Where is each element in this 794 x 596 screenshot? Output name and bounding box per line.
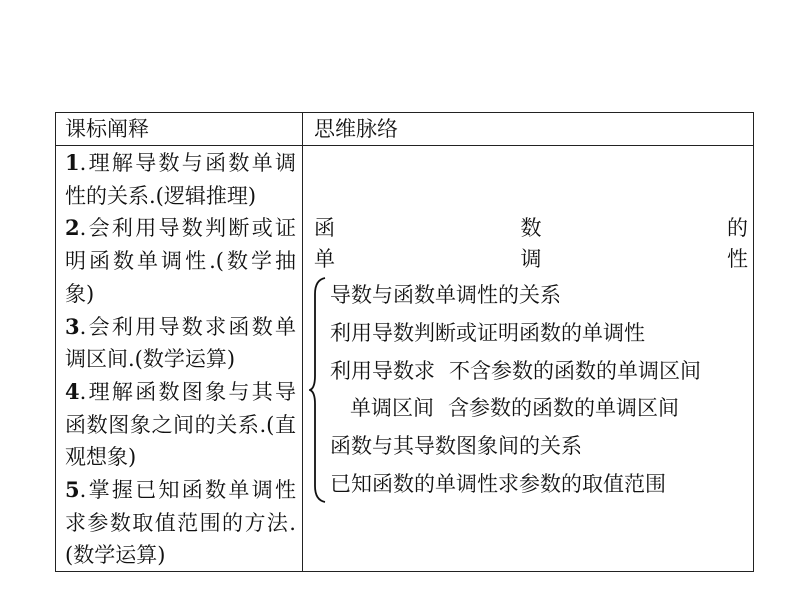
standards-column xyxy=(56,146,302,572)
topic-char: 调 xyxy=(520,247,542,271)
branch-item: 利用导数判断或证明函数的单调性 xyxy=(330,320,645,345)
standard-item-4 xyxy=(65,376,296,474)
standard-text: .会利用导数判断或证明函数单调性.(数学抽象) xyxy=(65,216,296,306)
branch-label: 利用导数求 xyxy=(330,358,435,383)
branch-item-with-sub xyxy=(330,353,750,391)
standard-text: .理解函数图象与其导函数图象之间的关系.(直观想象) xyxy=(65,379,296,470)
sub-branch-item: 不含参数的函数的单调区间 xyxy=(449,358,701,383)
topic-char: 性 xyxy=(727,247,748,271)
standard-number: 5 xyxy=(65,477,80,503)
mindmap-topic xyxy=(314,213,748,275)
table-header-row xyxy=(56,113,753,146)
standard-text: .理解导数与函数单调性的关系.(逻辑推理) xyxy=(65,151,296,208)
standard-number: 3 xyxy=(65,313,80,339)
column-divider xyxy=(302,113,303,571)
topic-line-1 xyxy=(314,213,748,244)
branch-item: 已知函数的单调性求参数的取值范围 xyxy=(330,471,666,496)
sub-branch-row xyxy=(330,390,750,428)
branch-item: 函数与其导数图象间的关系 xyxy=(330,434,582,459)
standard-item-5 xyxy=(65,474,296,572)
standard-text: .掌握已知函数单调性求参数取值范围的方法.(数学运算) xyxy=(65,478,296,568)
standard-number: 4 xyxy=(65,378,80,404)
standard-item-1 xyxy=(65,147,296,212)
standard-item-2 xyxy=(65,212,296,310)
header-mindmap: 思维脉络 xyxy=(314,117,398,141)
header-standards: 课标阐释 xyxy=(65,117,149,141)
content-table xyxy=(55,112,754,572)
standard-number: 1 xyxy=(65,150,80,175)
mindmap-branches xyxy=(330,277,750,504)
standard-item-3 xyxy=(65,311,296,376)
standard-number: 2 xyxy=(65,215,80,241)
left-brace-icon xyxy=(309,276,329,504)
topic-line-2 xyxy=(314,244,748,275)
topic-char: 数 xyxy=(520,216,542,240)
topic-char: 单 xyxy=(314,247,335,271)
sub-parent-label: 单调区间 xyxy=(350,396,434,421)
branch-item: 导数与函数单调性的关系 xyxy=(330,283,561,307)
sub-branch-item: 含参数的函数的单调区间 xyxy=(448,396,679,421)
mindmap-column xyxy=(304,146,755,571)
topic-char: 函 xyxy=(314,216,335,240)
standard-text: .会利用导数求函数单调区间.(数学运算) xyxy=(65,314,296,372)
topic-char: 的 xyxy=(727,216,748,240)
